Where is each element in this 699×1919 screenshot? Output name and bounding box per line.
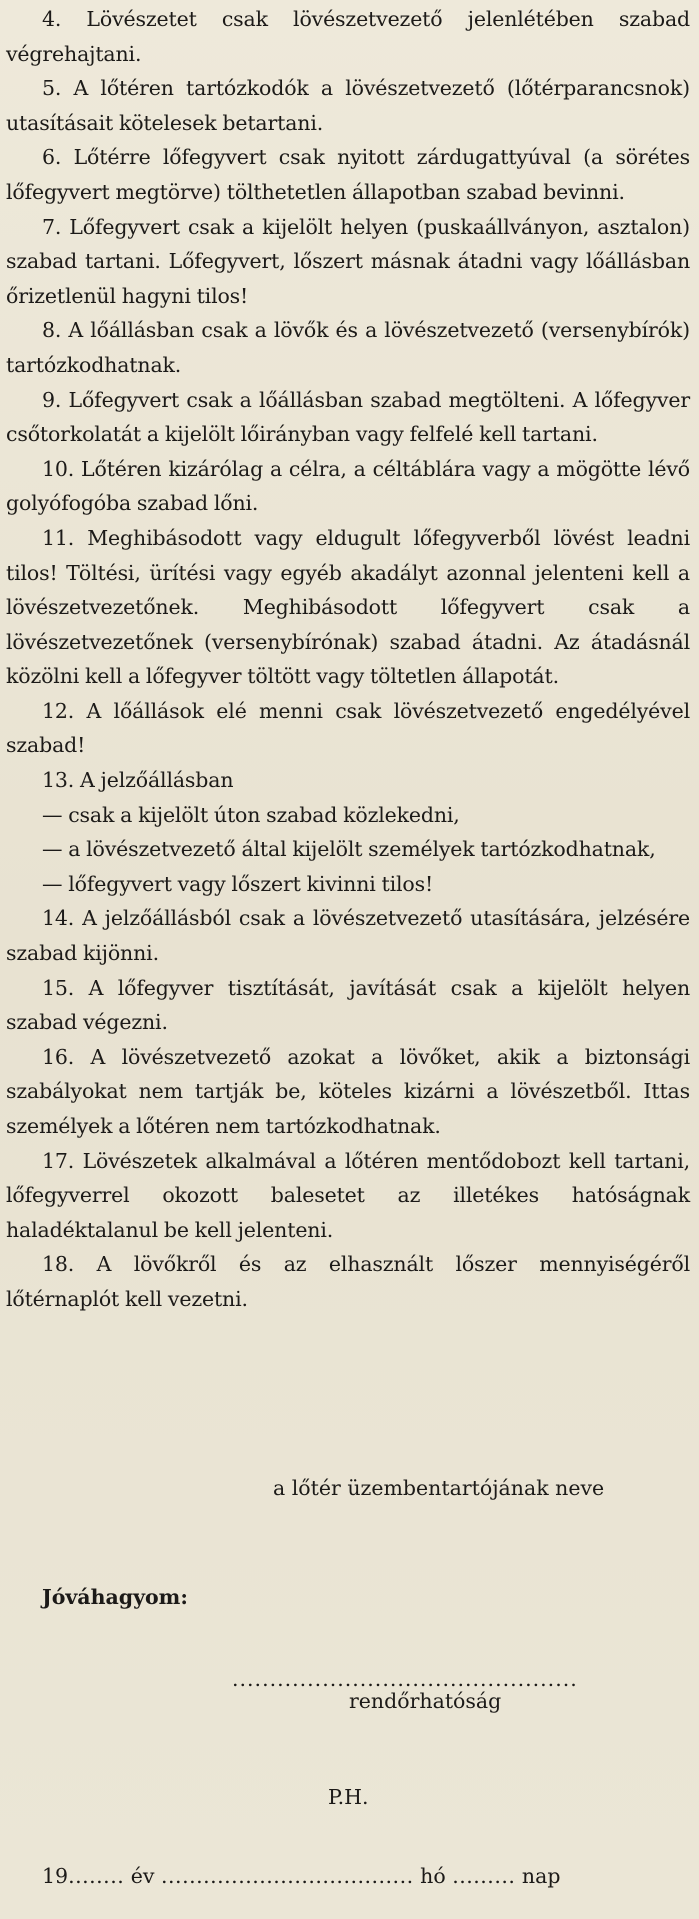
authority-label: rendőrhatóság bbox=[349, 1689, 502, 1713]
rule-13: 13. A jelzőállásban bbox=[42, 768, 234, 793]
rule-6: 6. Lőtérre lőfegyvert csak nyitott zárdugattyúval (a sörétes lőfegyvert megtörve) tölthetetlen állapotban szabad bevinni. bbox=[6, 145, 690, 204]
year-label: év bbox=[130, 1864, 155, 1888]
day-label: nap bbox=[521, 1864, 561, 1888]
approve-label: Jóváhagyom: bbox=[42, 1585, 188, 1609]
rule-17: 17. Lövészetek alkalmával a lőtéren mentődobozt kell tartani, lőfegyverrel okozott balesetet az illetékes hatóságnak haladéktalanul be kell jelenteni. bbox=[6, 1148, 690, 1242]
rule-15: 15. A lőfegyver tisztítását, javítását csak a kijelölt helyen szabad végezni. bbox=[6, 975, 690, 1035]
day-fill: ......... bbox=[452, 1864, 516, 1888]
rule-13-item-2: — a lövészetvezető által kijelölt személyek tartózkodhatnak, bbox=[42, 837, 656, 862]
rule-18: 18. A lövőkről és az elhasznált lőszer mennyiségéről lőtérnaplót kell vezetni. bbox=[6, 1252, 690, 1311]
date-line bbox=[42, 1864, 560, 1888]
rule-5: 5. A lőtéren tartózkodók a lövészetvezető (lőtérparancsnok) utasításait kötelesek betartani. bbox=[6, 76, 690, 135]
month-label: hó bbox=[420, 1864, 446, 1888]
rule-10: 10. Lőtéren kizárólag a célra, a céltáblára vagy a mögötte lévő golyófogóba szabad lőni. bbox=[6, 456, 690, 516]
month-fill: .................................... bbox=[161, 1864, 414, 1888]
rule-8: 8. A lőállásban csak a lövők és a lövészetvezető (versenybírók) tartózkodhatnak. bbox=[6, 318, 690, 377]
rule-7: 7. Lőfegyvert csak a kijelölt helyen (puskaállványon, asztalon) szabad tartani. Lőfegyvert, lőszert másnak átadni vagy lőállásban őrizetlenül hagyni tilos! bbox=[6, 214, 690, 308]
rule-4: 4. Lövészetet csak lövészetvezető jelenlétében szabad végrehajtani. bbox=[6, 7, 690, 66]
rule-14: 14. A jelzőállásból csak a lövészetvezető utasítására, jelzésére szabad kijönni. bbox=[6, 906, 690, 966]
rule-13-item-1: — csak a kijelölt úton szabad közlekedni, bbox=[42, 802, 460, 827]
year-prefix: 19 bbox=[42, 1864, 69, 1888]
rule-9: 9. Lőfegyvert csak a lőállásban szabad megtölteni. A lőfegyver csőtorkolatát a kijelölt lőirányban vagy felfelé kell tartani. bbox=[6, 387, 690, 447]
rules-list bbox=[6, 2, 690, 1317]
authority-signature-line: .............................................. bbox=[232, 1667, 578, 1691]
rule-12: 12. A lőállások elé menni csak lövészetvezető engedélyével szabad! bbox=[6, 698, 690, 758]
rule-13-item-3: — lőfegyvert vagy lőszert kivinni tilos! bbox=[42, 871, 434, 896]
operator-name-label: a lőtér üzembentartójának neve bbox=[273, 1476, 605, 1500]
rule-11: 11. Meghibásodott vagy eldugult lőfegyverből lövést leadni tilos! Töltési, ürítési vagy egyéb akadályt azonnal jelenteni kell a lövészetvezetőnek. Meghibásodott lőfegyvert csak a lövészetvezetőnek (versenybírónak) szabad átadni. Az átadásnál közölni kell a lőfegyver töltött vagy töltetlen állapotát. bbox=[6, 525, 690, 689]
stamp-placeholder: P.H. bbox=[328, 1785, 369, 1809]
year-fill: ........ bbox=[68, 1864, 125, 1888]
rule-16: 16. A lövészetvezető azokat a lövőket, akik a biztonsági szabályokat nem tartják be, köteles kizárni a lövészetből. Ittas személyek a lőtéren nem tartózkodhatnak. bbox=[6, 1044, 690, 1138]
